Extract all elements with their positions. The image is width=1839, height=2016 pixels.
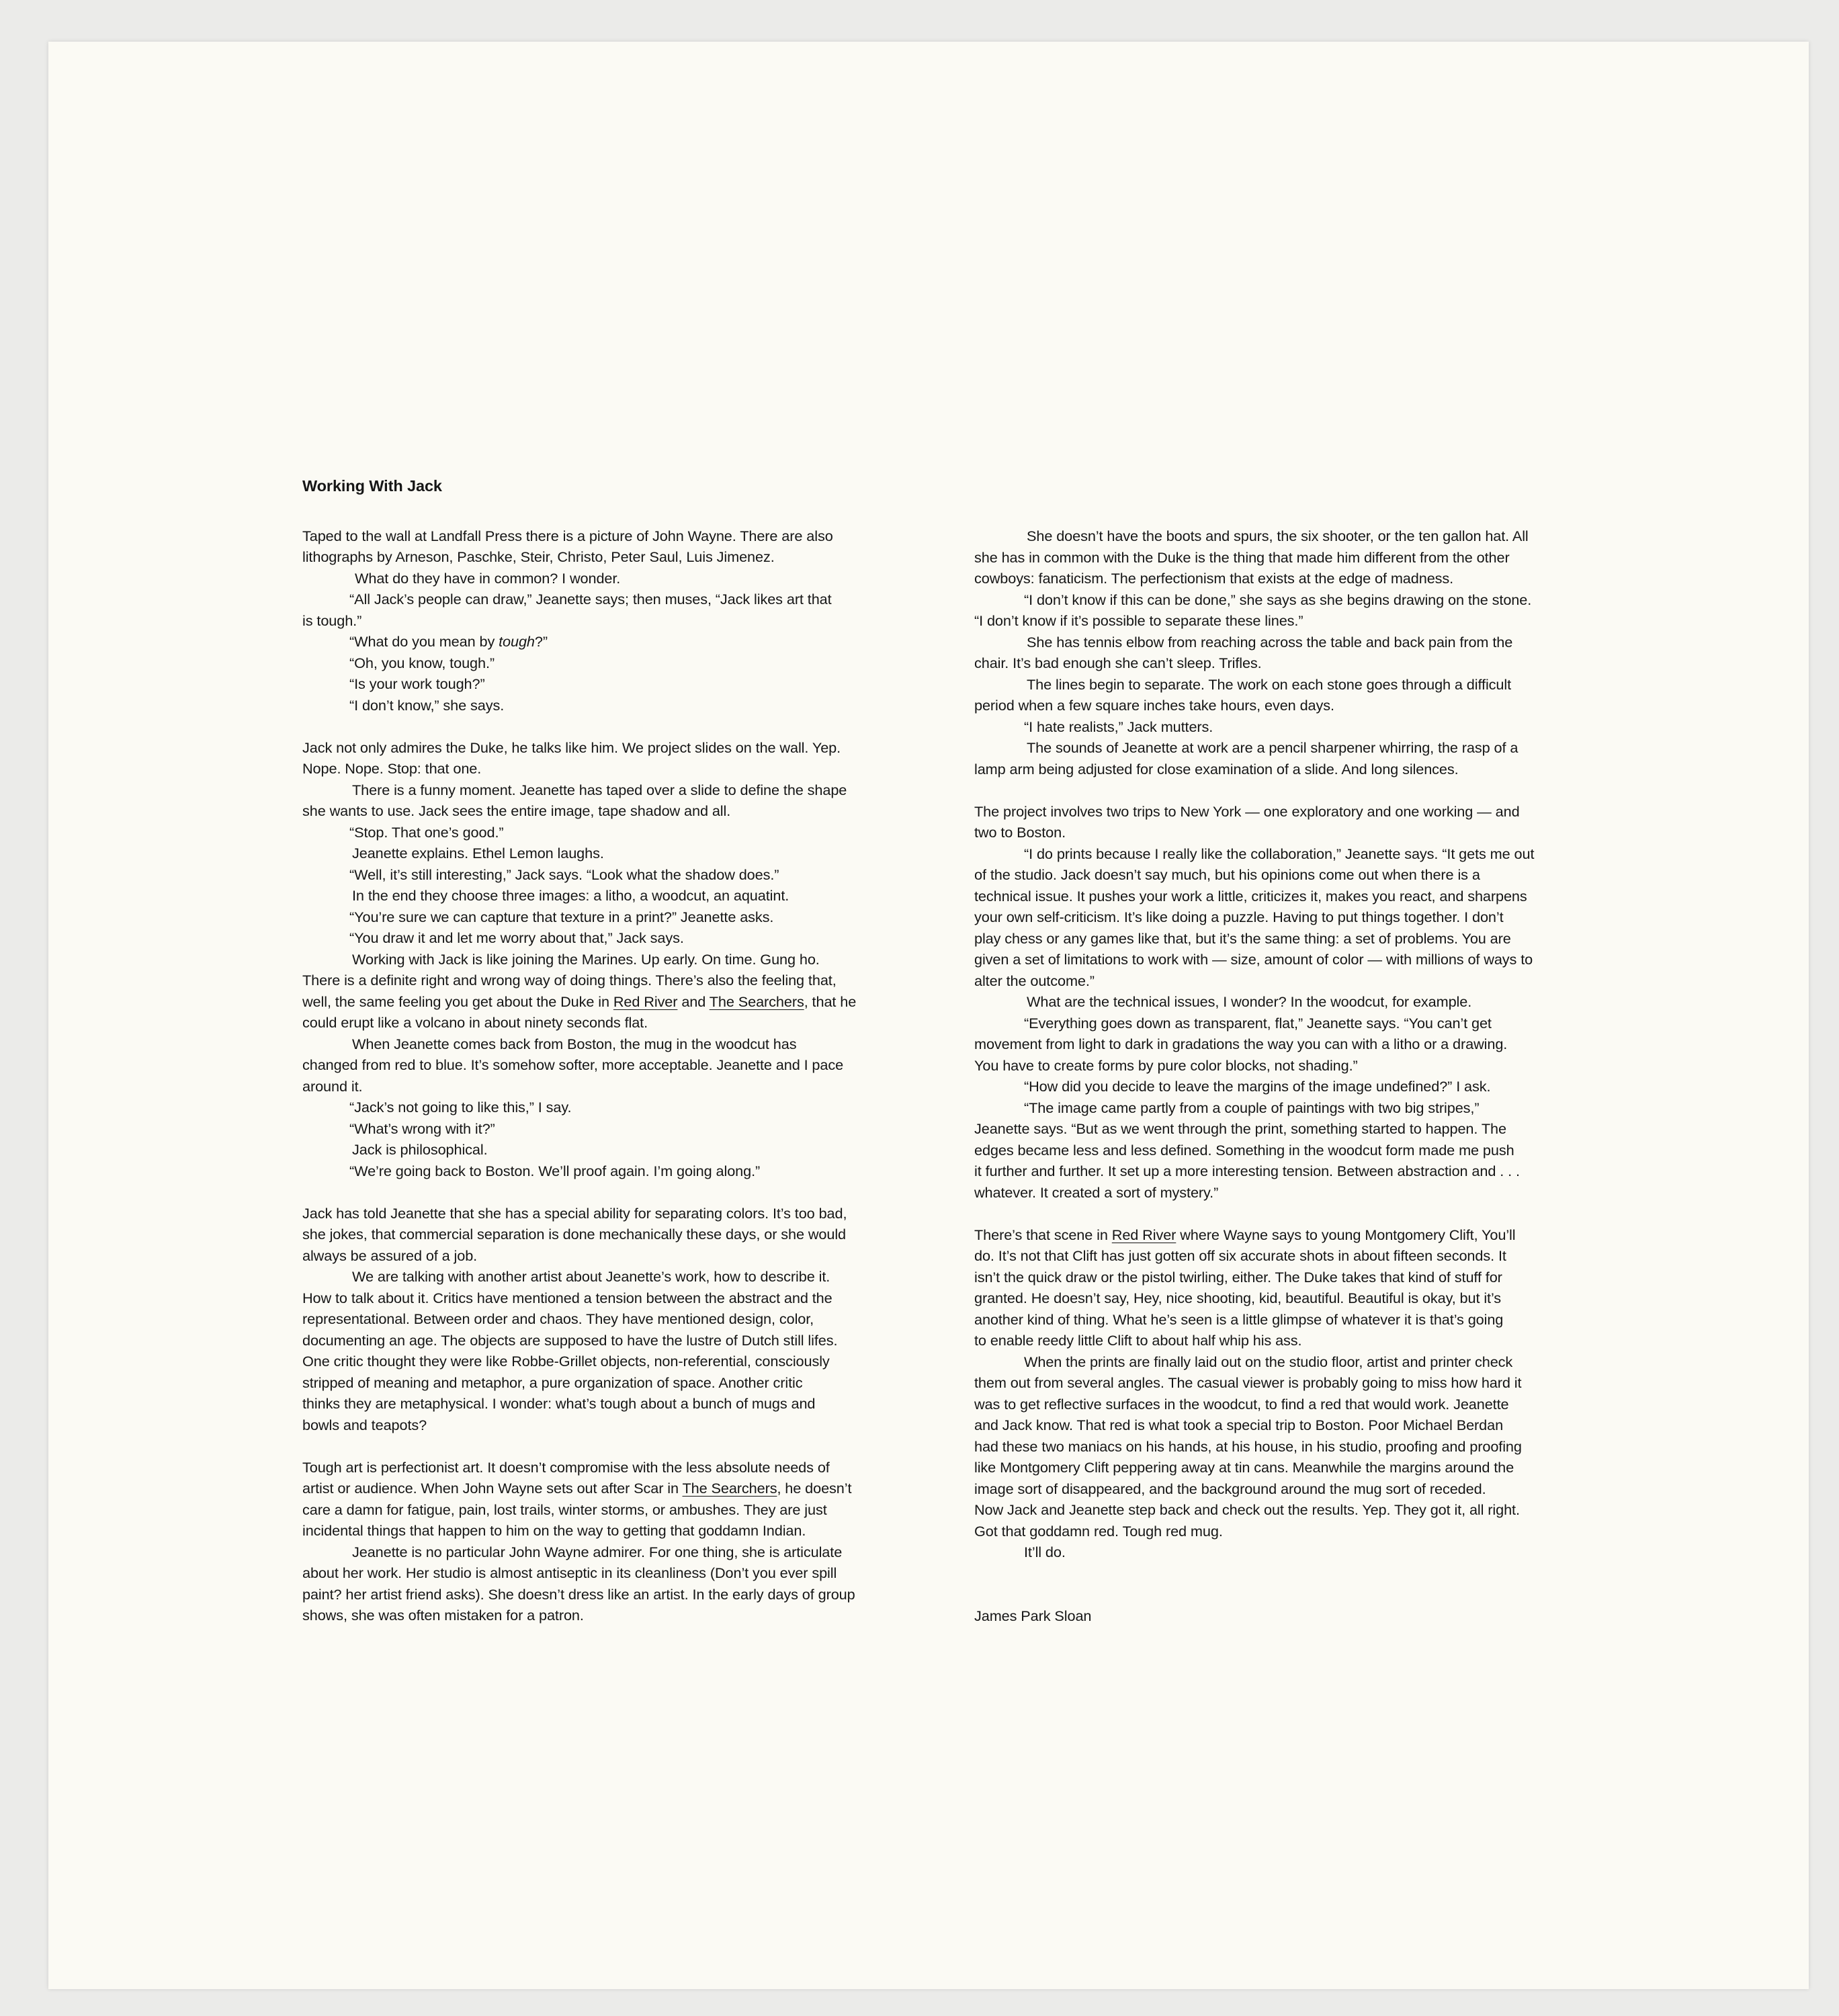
text-line <box>974 547 1623 569</box>
left-column <box>302 476 944 1626</box>
text-line <box>974 843 1623 865</box>
text-segment: had these two maniacs on his hands, at his house, in his studio, proofing and proofing <box>974 1437 1522 1455</box>
text-segment: “You’re sure we can capture that texture in a print?” Jeanette asks. <box>349 908 774 925</box>
text-segment: When Jeanette comes back from Boston, the mug in the woodcut has <box>352 1035 797 1052</box>
text-line <box>302 1457 944 1478</box>
text-line <box>974 1161 1623 1182</box>
text-segment: “What do you mean by <box>349 633 499 650</box>
text-segment: How to talk about it. Critics have mentioned a tension between the abstract and the <box>302 1289 832 1306</box>
text-segment: edges became less and less defined. Something in the woodcut form made me push <box>974 1141 1514 1159</box>
author-signature: James Park Sloan <box>974 1607 1092 1624</box>
text-line <box>302 1224 944 1245</box>
left-column-body <box>302 526 944 1626</box>
text-line <box>974 1478 1623 1500</box>
text-segment: given a set of limitations to work with — size, amount of color — with millions of ways to <box>974 951 1533 968</box>
text-segment: shows, she was often mistaken for a patron. <box>302 1607 584 1624</box>
text-line <box>302 1605 944 1626</box>
paragraph-gap <box>302 716 944 737</box>
text-line <box>302 1203 944 1224</box>
text-segment: care a damn for fatigue, pain, lost trails, winter storms, or ambushes. They are just <box>302 1501 827 1518</box>
text-line <box>974 1097 1623 1119</box>
text-line <box>302 1478 944 1499</box>
text-line <box>974 759 1623 780</box>
text-segment: lithographs by Arneson, Paschke, Steir, Christo, Peter Saul, Luis Jimenez. <box>302 548 775 565</box>
text-segment: What are the technical issues, I wonder? In the woodcut, for example. <box>1027 993 1472 1010</box>
text-line <box>302 949 944 970</box>
text-segment: “All Jack’s people can draw,” Jeanette says; then muses, “Jack likes art that <box>349 591 832 607</box>
text-line <box>974 674 1623 696</box>
text-segment: two to Boston. <box>974 824 1066 841</box>
text-line <box>302 843 944 864</box>
text-segment: well, the same feeling you get about the Duke in <box>302 993 613 1010</box>
text-segment: play chess or any games like that, but it’s the same thing: a set of problems. You are <box>974 929 1511 947</box>
text-segment: stripped of meaning and metaphor, a pure organization of space. Another critic <box>302 1374 803 1391</box>
text-segment: them out from several angles. The casual viewer is probably going to miss how hard it <box>974 1374 1522 1391</box>
text-line <box>302 526 944 547</box>
paragraph-gap <box>302 1181 944 1203</box>
text-line <box>974 589 1623 611</box>
text-segment: chair. It’s bad enough she can’t sleep. Trifles. <box>974 655 1262 671</box>
text-segment: There’s that scene in <box>974 1226 1112 1243</box>
text-segment: When the prints are finally laid out on the studio floor, artist and printer check <box>1024 1353 1513 1370</box>
text-segment: “Stop. That one’s good.” <box>349 823 504 841</box>
text-line <box>974 1140 1623 1161</box>
text-line <box>974 1436 1623 1458</box>
text-segment: “I don’t know if this can be done,” she says as she begins drawing on the stone. <box>1024 591 1532 608</box>
text-line <box>974 1224 1623 1246</box>
text-line <box>302 864 944 886</box>
text-segment: One critic thought they were like Robbe-Grillet objects, non-referential, consciously <box>302 1353 830 1370</box>
text-line <box>302 885 944 907</box>
text-segment: do. It’s not that Clift has just gotten off six accurate shots in about fifteen seconds. It <box>974 1247 1506 1264</box>
text-segment: she jokes, that commercial separation is done mechanically these days, or she would <box>302 1226 847 1243</box>
text-segment: always be assured of a job. <box>302 1247 478 1264</box>
text-segment: changed from red to blue. It’s somehow softer, more acceptable. Jeanette and I pace <box>302 1056 844 1073</box>
text-segment: She doesn’t have the boots and spurs, the six shooter, or the ten gallon hat. All <box>1027 528 1529 544</box>
text-segment: was to get reflective surfaces in the woodcut, to find a red that would work. Jeanette <box>974 1395 1509 1413</box>
text-segment: “Jack’s not going to like this,” I say. <box>349 1099 572 1116</box>
text-line <box>302 758 944 780</box>
text-line <box>974 970 1623 992</box>
text-segment: Working with Jack is like joining the Marines. Up early. On time. Gung ho. <box>352 950 820 968</box>
text-segment: In the end they choose three images: a litho, a woodcut, an aquatint. <box>352 887 789 904</box>
text-segment: “Is your work tough?” <box>349 675 485 692</box>
text-line <box>974 1542 1623 1563</box>
text-line <box>302 1076 944 1097</box>
text-segment: “Oh, you know, tough.” <box>349 654 495 671</box>
paragraph-gap <box>302 1435 944 1457</box>
text-line <box>302 780 944 801</box>
text-segment: Now Jack and Jeanette step back and check out the results. Yep. They got it, all right. <box>974 1501 1520 1518</box>
text-line <box>974 1521 1623 1542</box>
text-line <box>302 1351 944 1372</box>
text-segment: another kind of thing. What he’s seen is a little glimpse of whatever it is that’s going <box>974 1310 1504 1328</box>
text-segment: representational. Between order and chaos. They have mentioned design, color, <box>302 1310 814 1327</box>
text-segment: “I don’t know,” she says. <box>349 696 505 714</box>
text-segment: is tough.” <box>302 612 362 629</box>
text-line <box>974 822 1623 843</box>
text-line <box>974 1394 1623 1415</box>
text-segment: she wants to use. Jack sees the entire image, tape shadow and all. <box>302 802 731 819</box>
text-segment: she has in common with the Duke is the thing that made him different from the other <box>974 548 1510 566</box>
text-line <box>974 695 1623 716</box>
text-segment: Jack is philosophical. <box>352 1141 488 1158</box>
text-line <box>302 546 944 568</box>
text-segment: isn’t the quick draw or the pistol twirling, either. The Duke takes that kind of stuff for <box>974 1268 1502 1286</box>
text-segment: your own self-criticism. It’s like doing a puzzle. Having to put things together. I don’t <box>974 909 1504 925</box>
text-line <box>974 568 1623 589</box>
text-segment: “How did you decide to leave the margins of the image undefined?” I ask. <box>1024 1078 1491 1095</box>
text-segment: There is a definite right and wrong way of doing things. There’s also the feeling that, <box>302 972 837 989</box>
text-segment: thinks they are metaphysical. I wonder: what’s tough about a bunch of mugs and <box>302 1395 816 1412</box>
text-segment: The sounds of Jeanette at work are a pencil sharpener whirring, the rasp of a <box>1027 739 1519 756</box>
film-title: Red River <box>613 993 678 1010</box>
text-segment: “What’s wrong with it?” <box>349 1120 495 1137</box>
text-segment: Got that goddamn red. Tough red mug. <box>974 1522 1223 1540</box>
text-line <box>302 907 944 928</box>
text-line <box>302 970 944 991</box>
text-line <box>974 1309 1623 1331</box>
emphasis-text: tough <box>499 633 535 650</box>
text-segment: artist or audience. When John Wayne sets out after Scar in <box>302 1480 683 1497</box>
text-line <box>302 1054 944 1076</box>
text-segment: The lines begin to separate. The work on each stone goes through a difficult <box>1027 675 1512 693</box>
text-segment: lamp arm being adjusted for close examination of a slide. And long silences. <box>974 760 1459 778</box>
text-line <box>974 907 1623 928</box>
text-line <box>302 1012 944 1034</box>
text-segment: could erupt like a volcano in about ninety seconds flat. <box>302 1014 648 1031</box>
text-line <box>302 610 944 632</box>
text-line <box>302 1245 944 1267</box>
text-line <box>302 631 944 653</box>
right-column <box>974 526 1623 1626</box>
text-line <box>302 1034 944 1055</box>
text-line <box>302 1139 944 1161</box>
text-line <box>974 653 1623 674</box>
text-segment: “Well, it’s still interesting,” Jack says. “Look what the shadow does.” <box>349 866 779 883</box>
text-segment: granted. He doesn’t say, Hey, nice shooting, kid, beautiful. Beautiful is okay, but it’s <box>974 1290 1502 1306</box>
text-segment: ?” <box>534 633 548 650</box>
text-segment: documenting an age. The objects are supposed to have the lustre of Dutch still lifes. <box>302 1331 838 1349</box>
text-segment: technical issue. It pushes your work a little, criticizes it, makes you react, and sharpens <box>974 887 1527 905</box>
text-segment: it further and further. It set up a more interesting tension. Between abstraction and . . . <box>974 1163 1520 1179</box>
text-line <box>302 1562 944 1584</box>
text-segment: of the studio. Jack doesn’t say much, but his opinions come out when there is a <box>974 866 1480 883</box>
text-segment: She has tennis elbow from reaching across the table and back pain from the <box>1027 633 1513 650</box>
text-segment: “Everything goes down as transparent, flat,” Jeanette says. “You can’t get <box>1024 1014 1492 1032</box>
text-segment: and <box>677 993 710 1010</box>
text-line <box>974 801 1623 823</box>
text-line <box>302 737 944 759</box>
text-line <box>302 653 944 674</box>
text-line <box>302 800 944 822</box>
paragraph-gap <box>974 1203 1623 1224</box>
text-line <box>974 1034 1623 1055</box>
text-segment: whatever. It created a sort of mystery.” <box>974 1183 1219 1201</box>
text-segment: movement from light to dark in gradations the way you can with a litho or a drawing. <box>974 1036 1508 1052</box>
text-segment: image sort of disappeared, and the background around the mug sort of receded. <box>974 1480 1486 1497</box>
text-segment: Nope. Nope. Stop: that one. <box>302 760 482 777</box>
text-line <box>302 695 944 716</box>
text-segment: Taped to the wall at Landfall Press there is a picture of John Wayne. There are also <box>302 527 833 544</box>
text-line <box>302 1520 944 1542</box>
text-segment: Jeanette says. “But as we went through the print, something started to happen. The <box>974 1120 1506 1137</box>
text-segment: “We’re going back to Boston. We’ll proof again. I’m going along.” <box>349 1162 761 1179</box>
text-segment: Jack not only admires the Duke, he talks like him. We project slides on the wall. Yep. <box>302 739 841 756</box>
text-line <box>302 1097 944 1118</box>
text-segment: alter the outcome.” <box>974 972 1095 989</box>
text-line <box>974 991 1623 1013</box>
text-line <box>974 928 1623 950</box>
text-segment: There is a funny moment. Jeanette has taped over a slide to define the shape <box>352 781 847 798</box>
text-segment: period when a few square inches take hours, even days. <box>974 697 1334 714</box>
text-line <box>302 927 944 949</box>
text-line <box>302 1161 944 1182</box>
text-line <box>302 1415 944 1436</box>
text-line <box>302 1372 944 1394</box>
text-segment: , he doesn’t <box>777 1480 852 1497</box>
text-line <box>974 610 1623 632</box>
film-title: The Searchers <box>709 993 804 1010</box>
text-line <box>974 1055 1623 1077</box>
text-segment: The project involves two trips to New York — one exploratory and one working — and <box>974 802 1520 820</box>
text-segment: bowls and teapots? <box>302 1416 427 1433</box>
text-line <box>302 673 944 695</box>
text-segment: paint? her artist friend asks). She doesn’t dress like an artist. In the early days of group <box>302 1585 855 1603</box>
text-segment: “You draw it and let me worry about that,” Jack says. <box>349 929 684 946</box>
text-segment: Jeanette explains. Ethel Lemon laughs. <box>352 845 604 862</box>
text-line <box>974 1118 1623 1140</box>
text-line <box>974 1415 1623 1436</box>
text-line <box>302 589 944 610</box>
text-line <box>302 1288 944 1309</box>
film-title: Red River <box>1111 1226 1177 1243</box>
text-segment: It’ll do. <box>1024 1544 1066 1560</box>
text-segment: , that he <box>804 993 857 1010</box>
text-line <box>302 1499 944 1521</box>
text-line <box>974 526 1623 547</box>
text-line <box>974 632 1623 653</box>
text-segment: about her work. Her studio is almost antiseptic in its cleanliness (Don’t you ever spill <box>302 1564 837 1581</box>
text-segment: where Wayne says to young Montgomery Clift, You’ll <box>1176 1226 1516 1243</box>
text-segment: Tough art is perfectionist art. It doesn’t compromise with the less absolute needs of <box>302 1458 830 1476</box>
text-line <box>302 822 944 843</box>
text-segment: incidental things that happen to him on the way to getting that goddamn Indian. <box>302 1522 806 1539</box>
text-segment: Jack has told Jeanette that she has a special ability for separating colors. It’s too bad, <box>302 1204 847 1222</box>
text-segment: “I don’t know if it’s possible to separate these lines.” <box>974 612 1303 629</box>
film-title: The Searchers <box>682 1480 777 1497</box>
text-segment: around it. <box>302 1077 363 1095</box>
text-segment: You have to create forms by pure color blocks, not shading.” <box>974 1056 1358 1074</box>
text-line <box>974 737 1623 759</box>
text-segment: “I hate realists,” Jack mutters. <box>1024 718 1213 735</box>
text-segment: like Montgomery Clift peppering away at tin cans. Meanwhile the margins around the <box>974 1459 1514 1476</box>
text-segment: and Jack know. That red is what took a special trip to Boston. Poor Michael Berdan <box>974 1417 1504 1433</box>
text-line <box>974 1182 1623 1204</box>
text-line <box>302 1118 944 1140</box>
text-line <box>974 1330 1623 1351</box>
text-line <box>974 1267 1623 1288</box>
text-segment: “I do prints because I really like the collaboration,” Jeanette says. “It gets me out <box>1024 845 1535 862</box>
paragraph-gap <box>974 780 1623 801</box>
text-line <box>974 1499 1623 1521</box>
text-segment: We are talking with another artist about Jeanette’s work, how to describe it. <box>352 1268 830 1285</box>
text-segment: cowboys: fanaticism. The perfectionism that exists at the edge of madness. <box>974 570 1454 587</box>
text-segment: to enable reedy little Clift to about half whip his ass. <box>974 1332 1302 1349</box>
text-line <box>974 1372 1623 1394</box>
text-segment: Jeanette is no particular John Wayne admirer. For one thing, she is articulate <box>352 1543 843 1560</box>
text-line <box>302 1330 944 1351</box>
text-line <box>974 716 1623 738</box>
document-title: Working With Jack <box>302 477 442 495</box>
text-line <box>302 1266 944 1288</box>
right-column-body <box>974 526 1623 1563</box>
text-segment: “The image came partly from a couple of paintings with two big stripes,” <box>1024 1099 1480 1116</box>
text-line <box>974 1457 1623 1478</box>
text-line <box>302 1584 944 1605</box>
text-line <box>974 1245 1623 1267</box>
text-line <box>302 991 944 1013</box>
text-line <box>302 1393 944 1415</box>
text-segment: What do they have in common? I wonder. <box>355 569 621 587</box>
text-line <box>302 1308 944 1330</box>
text-line <box>974 1013 1623 1034</box>
text-line <box>302 568 944 589</box>
text-line <box>302 1542 944 1563</box>
text-line <box>974 886 1623 907</box>
text-line <box>974 864 1623 886</box>
text-line <box>974 1351 1623 1373</box>
text-line <box>974 949 1623 970</box>
text-line <box>974 1288 1623 1309</box>
text-line <box>974 1076 1623 1097</box>
paper-sheet <box>48 42 1809 1989</box>
